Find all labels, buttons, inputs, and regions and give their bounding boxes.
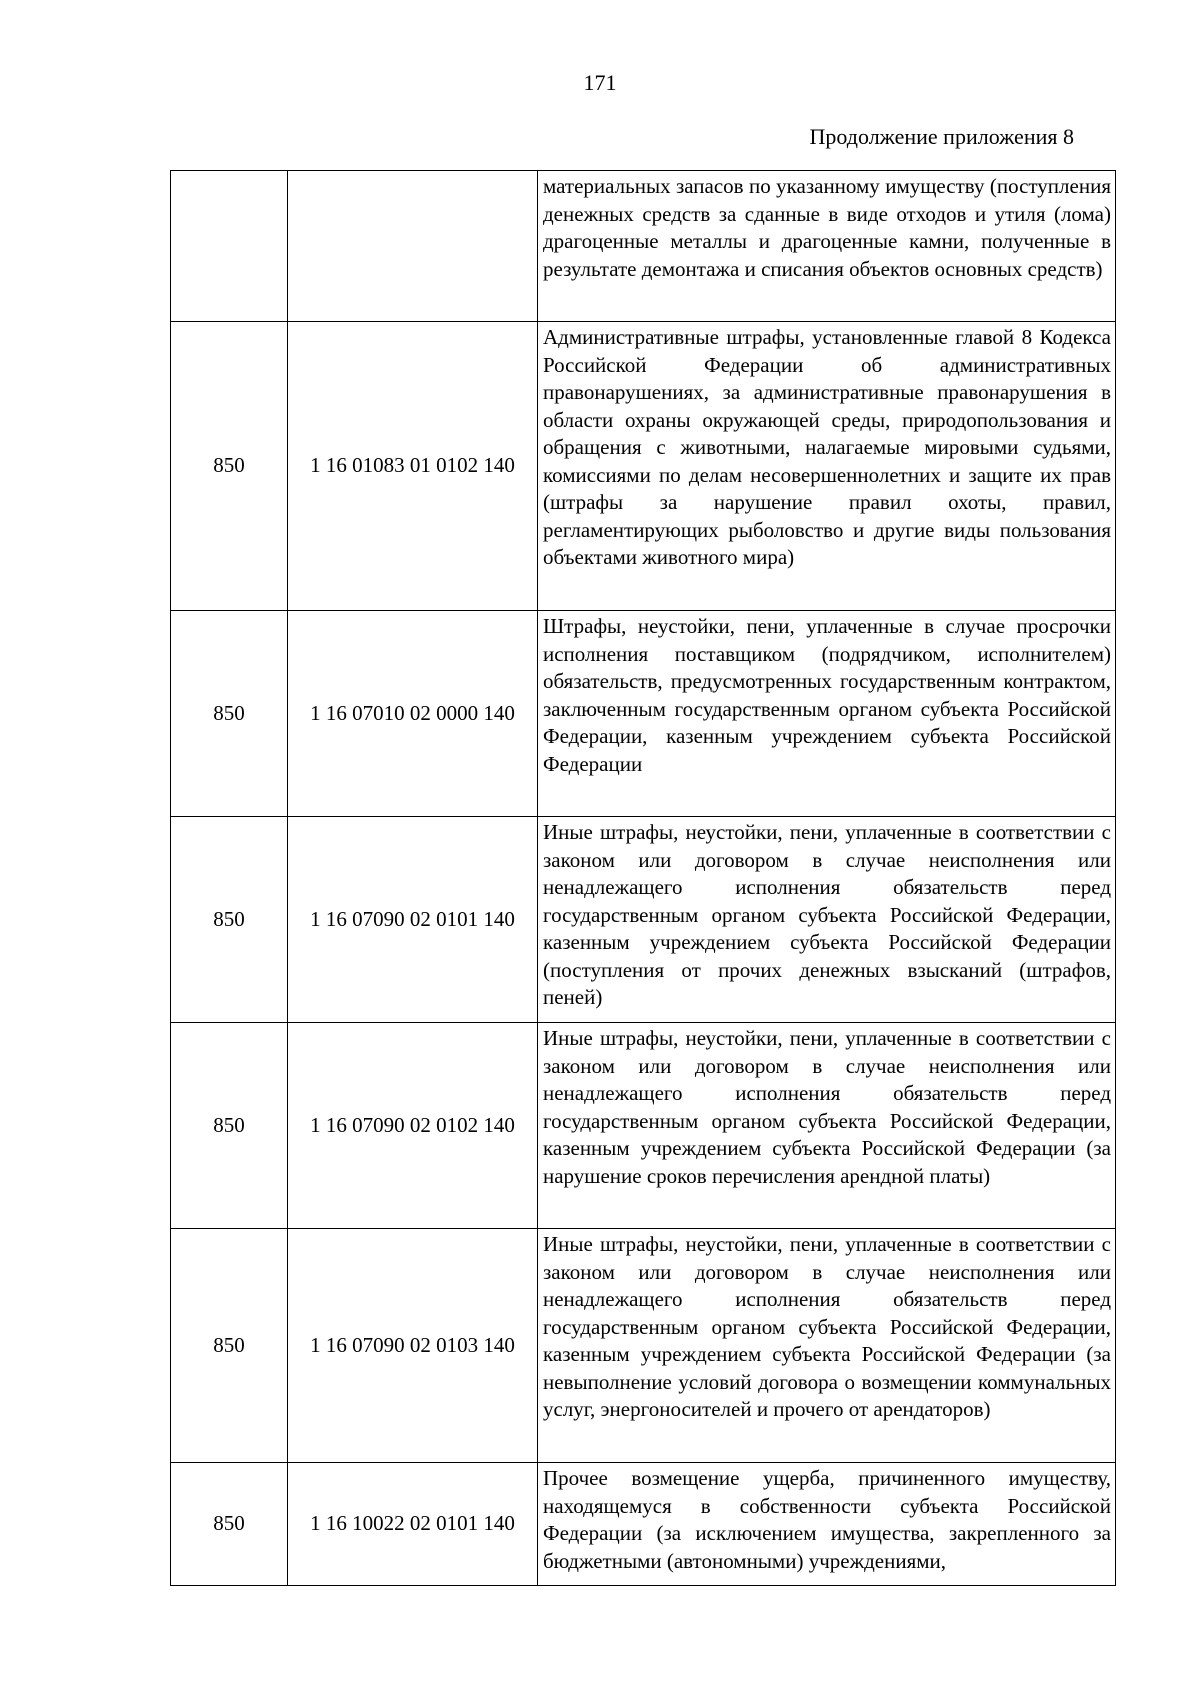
- administrator-code-cell: [171, 171, 288, 322]
- budget-code-cell: 1 16 01083 01 0102 140: [288, 322, 538, 611]
- description-cell: Иные штрафы, неустойки, пени, уплаченные в соответствии с законом или договором в случае неисполнения или ненадлежащего исполнения обязательств перед государственным органом субъекта Российской Федерации, казенным учреждением субъекта Российской Федерации (за нарушение сроков перечисления арендной платы): [538, 1023, 1116, 1229]
- table-row: [171, 322, 1116, 611]
- table-row: [171, 171, 1116, 322]
- budget-code-cell: 1 16 07090 02 0101 140: [288, 817, 538, 1023]
- budget-code-cell: [288, 171, 538, 322]
- administrator-code-cell: 850: [171, 322, 288, 611]
- budget-code-cell: 1 16 10022 02 0101 140: [288, 1463, 538, 1586]
- table-row: [171, 1463, 1116, 1586]
- description-cell: Прочее возмещение ущерба, причиненного имуществу, находящемуся в собственности субъекта Российской Федерации (за исключением имущества, закрепленного за бюджетными (автономными) учреждениями,: [538, 1463, 1116, 1586]
- budget-code-cell: 1 16 07010 02 0000 140: [288, 611, 538, 817]
- administrator-code-cell: 850: [171, 611, 288, 817]
- description-cell: материальных запасов по указанному имуществу (поступления денежных средств за сданные в виде отходов и утиля (лома) драгоценные металлы и драгоценные камни, полученные в результате демонтажа и списания объектов основных средств): [538, 171, 1116, 322]
- description-cell: Иные штрафы, неустойки, пени, уплаченные в соответствии с законом или договором в случае неисполнения или ненадлежащего исполнения обязательств перед государственным органом субъекта Российской Федерации, казенным учреждением субъекта Российской Федерации (за невыполнение условий договора о возмещении коммунальных услуг, энергоносителей и прочего от арендаторов): [538, 1229, 1116, 1463]
- budget-classification-table: [170, 170, 1116, 1586]
- administrator-code-cell: 850: [171, 1229, 288, 1463]
- administrator-code-cell: 850: [171, 1023, 288, 1229]
- budget-code-cell: 1 16 07090 02 0102 140: [288, 1023, 538, 1229]
- table-row: [171, 611, 1116, 817]
- table-row: [171, 1229, 1116, 1463]
- administrator-code-cell: 850: [171, 817, 288, 1023]
- description-cell: Иные штрафы, неустойки, пени, уплаченные в соответствии с законом или договором в случае неисполнения или ненадлежащего исполнения обязательств перед государственным органом субъекта Российской Федерации, казенным учреждением субъекта Российской Федерации (поступления от прочих денежных взысканий (штрафов, пеней): [538, 817, 1116, 1023]
- administrator-code-cell: 850: [171, 1463, 288, 1586]
- description-cell: Административные штрафы, установленные главой 8 Кодекса Российской Федерации об административных правонарушениях, за административные правонарушения в области охраны окружающей среды, природопользования и обращения с животными, налагаемые мировыми судьями, комиссиями по делам несовершеннолетних и защите их прав (штрафы за нарушение правил охоты, правил, регламентирующих рыболовство и другие виды пользования объектами животного мира): [538, 322, 1116, 611]
- table-row: [171, 1023, 1116, 1229]
- table-row: [171, 817, 1116, 1023]
- page-number: 171: [583, 70, 617, 95]
- description-cell: Штрафы, неустойки, пени, уплаченные в случае просрочки исполнения поставщиком (подрядчиком, исполнителем) обязательств, предусмотренных государственным контрактом, заключенным государственным органом субъекта Российской Федерации, казенным учреждением субъекта Российской Федерации: [538, 611, 1116, 817]
- budget-code-cell: 1 16 07090 02 0103 140: [288, 1229, 538, 1463]
- appendix-continuation-note: Продолжение приложения 8: [809, 124, 1074, 149]
